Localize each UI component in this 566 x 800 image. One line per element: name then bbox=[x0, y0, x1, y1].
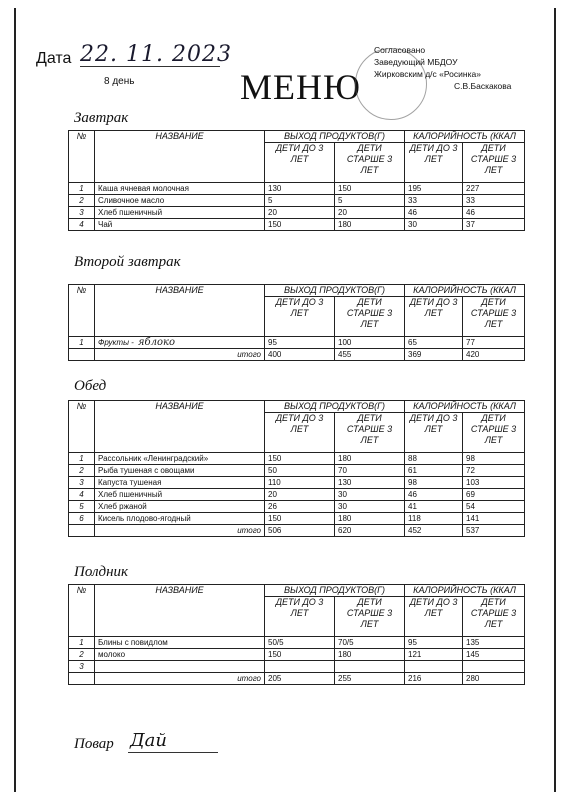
col-header-under3: ДЕТИ ДО 3 ЛЕТ bbox=[405, 297, 463, 337]
calories-over3: 141 bbox=[463, 513, 525, 525]
calories-under3: 98 bbox=[405, 477, 463, 489]
output-under3: 110 bbox=[265, 477, 335, 489]
row-num: 5 bbox=[69, 501, 95, 513]
approval-line: Согласовано bbox=[374, 45, 426, 55]
total-row bbox=[69, 525, 525, 537]
col-header-calories: КАЛОРИЙНОСТЬ (ККАЛ bbox=[405, 401, 525, 413]
calories-over3: 77 bbox=[463, 337, 525, 349]
col-header-output: ВЫХОД ПРОДУКТОВ(Г) bbox=[265, 285, 405, 297]
calories-under3: 41 bbox=[405, 501, 463, 513]
col-header-under3: ДЕТИ ДО 3 ЛЕТ bbox=[265, 413, 335, 453]
col-header-name: НАЗВАНИЕ bbox=[95, 285, 265, 337]
calories-over3 bbox=[463, 661, 525, 673]
cook-signature: Дай bbox=[130, 730, 167, 751]
table-row bbox=[69, 513, 525, 525]
calories-over3: 98 bbox=[463, 453, 525, 465]
row-num: 3 bbox=[69, 207, 95, 219]
table-row bbox=[69, 337, 525, 349]
dish-name bbox=[95, 661, 265, 673]
col-header-under3: ДЕТИ ДО 3 ЛЕТ bbox=[265, 597, 335, 637]
output-under3: 150 bbox=[265, 649, 335, 661]
col-header-over3: ДЕТИ СТАРШЕ 3 ЛЕТ bbox=[335, 143, 405, 183]
row-num: 4 bbox=[69, 219, 95, 231]
col-header-over3: ДЕТИ СТАРШЕ 3 ЛЕТ bbox=[463, 413, 525, 453]
afternoon-snack-table bbox=[68, 584, 525, 685]
calories-under3: 30 bbox=[405, 219, 463, 231]
cook-label: Повар bbox=[74, 736, 114, 752]
output-under3 bbox=[265, 661, 335, 673]
row-num: 1 bbox=[69, 637, 95, 649]
col-header-over3: ДЕТИ СТАРШЕ 3 ЛЕТ bbox=[463, 143, 525, 183]
dish-name: Блины с повидлом bbox=[95, 637, 265, 649]
approval-line: Заведующий МБДОУ bbox=[374, 57, 458, 67]
calories-under3: 118 bbox=[405, 513, 463, 525]
col-header-over3: ДЕТИ СТАРШЕ 3 ЛЕТ bbox=[335, 413, 405, 453]
calories-over3: 46 bbox=[463, 207, 525, 219]
col-header-under3: ДЕТИ ДО 3 ЛЕТ bbox=[405, 597, 463, 637]
output-over3: 180 bbox=[335, 649, 405, 661]
second-breakfast-table bbox=[68, 284, 525, 361]
table-row bbox=[69, 453, 525, 465]
calories-under3: 33 bbox=[405, 195, 463, 207]
col-header-output: ВЫХОД ПРОДУКТОВ(Г) bbox=[265, 131, 405, 143]
dish-name: молоко bbox=[95, 649, 265, 661]
table-row bbox=[69, 183, 525, 195]
calories-under3: 195 bbox=[405, 183, 463, 195]
col-header-num: № bbox=[69, 401, 95, 453]
table-row bbox=[69, 661, 525, 673]
row-num: 1 bbox=[69, 453, 95, 465]
calories-over3: 103 bbox=[463, 477, 525, 489]
calories-over3: 227 bbox=[463, 183, 525, 195]
total-label: итого bbox=[95, 673, 265, 685]
total-output-under3: 400 bbox=[265, 349, 335, 361]
page-title: МЕНЮ bbox=[240, 67, 361, 107]
output-under3: 20 bbox=[265, 207, 335, 219]
table-row bbox=[69, 477, 525, 489]
lunch-table bbox=[68, 400, 525, 537]
day-label: 8 день bbox=[104, 76, 135, 87]
col-header-over3: ДЕТИ СТАРШЕ 3 ЛЕТ bbox=[335, 297, 405, 337]
col-header-over3: ДЕТИ СТАРШЕ 3 ЛЕТ bbox=[463, 597, 525, 637]
date-label: Дата bbox=[36, 50, 72, 67]
output-over3: 70 bbox=[335, 465, 405, 477]
table-row bbox=[69, 465, 525, 477]
output-over3: 100 bbox=[335, 337, 405, 349]
calories-over3: 145 bbox=[463, 649, 525, 661]
output-over3: 30 bbox=[335, 489, 405, 501]
dish-name: Хлеб пшеничный bbox=[95, 207, 265, 219]
table-row bbox=[69, 219, 525, 231]
col-header-num: № bbox=[69, 131, 95, 183]
output-over3: 180 bbox=[335, 513, 405, 525]
approval-line: С.В.Баскакова bbox=[454, 81, 512, 91]
output-over3 bbox=[335, 661, 405, 673]
output-over3: 150 bbox=[335, 183, 405, 195]
output-under3: 50/5 bbox=[265, 637, 335, 649]
calories-under3 bbox=[405, 661, 463, 673]
dish-name: Чай bbox=[95, 219, 265, 231]
output-over3: 30 bbox=[335, 501, 405, 513]
total-output-over3: 255 bbox=[335, 673, 405, 685]
output-over3: 180 bbox=[335, 453, 405, 465]
dish-name: Рассольник «Ленинградский» bbox=[95, 453, 265, 465]
calories-over3: 72 bbox=[463, 465, 525, 477]
output-under3: 50 bbox=[265, 465, 335, 477]
output-over3: 5 bbox=[335, 195, 405, 207]
meal-title-breakfast: Завтрак bbox=[74, 110, 129, 126]
dish-name: Капуста тушеная bbox=[95, 477, 265, 489]
dish-name-label: Фрукты - bbox=[98, 338, 134, 347]
dish-name: Кисель плодово-ягодный bbox=[95, 513, 265, 525]
output-over3: 180 bbox=[335, 219, 405, 231]
col-header-over3: ДЕТИ СТАРШЕ 3 ЛЕТ bbox=[335, 597, 405, 637]
table-row bbox=[69, 195, 525, 207]
row-num: 6 bbox=[69, 513, 95, 525]
date-underline bbox=[80, 66, 220, 67]
total-output-under3: 205 bbox=[265, 673, 335, 685]
output-under3: 26 bbox=[265, 501, 335, 513]
output-over3: 70/5 bbox=[335, 637, 405, 649]
dish-name: Каша ячневая молочная bbox=[95, 183, 265, 195]
output-under3: 130 bbox=[265, 183, 335, 195]
total-label: итого bbox=[95, 349, 265, 361]
calories-over3: 54 bbox=[463, 501, 525, 513]
output-under3: 20 bbox=[265, 489, 335, 501]
col-header-over3: ДЕТИ СТАРШЕ 3 ЛЕТ bbox=[463, 297, 525, 337]
row-num: 2 bbox=[69, 649, 95, 661]
total-calories-over3: 420 bbox=[463, 349, 525, 361]
dish-name: Сливочное масло bbox=[95, 195, 265, 207]
output-under3: 150 bbox=[265, 219, 335, 231]
calories-under3: 46 bbox=[405, 207, 463, 219]
output-under3: 150 bbox=[265, 513, 335, 525]
col-header-under3: ДЕТИ ДО 3 ЛЕТ bbox=[405, 413, 463, 453]
meal-title-afternoon-snack: Полдник bbox=[74, 564, 129, 580]
table-row bbox=[69, 501, 525, 513]
total-calories-under3: 216 bbox=[405, 673, 463, 685]
col-header-under3: ДЕТИ ДО 3 ЛЕТ bbox=[405, 143, 463, 183]
total-row bbox=[69, 673, 525, 685]
row-num: 2 bbox=[69, 465, 95, 477]
calories-over3: 135 bbox=[463, 637, 525, 649]
col-header-calories: КАЛОРИЙНОСТЬ (ККАЛ bbox=[405, 285, 525, 297]
row-num: 3 bbox=[69, 661, 95, 673]
dish-name: Рыба тушеная с овощами bbox=[95, 465, 265, 477]
table-row bbox=[69, 649, 525, 661]
total-output-over3: 620 bbox=[335, 525, 405, 537]
dish-name-handwritten: яблоко bbox=[137, 337, 175, 348]
row-num: 1 bbox=[69, 337, 95, 349]
breakfast-table bbox=[68, 130, 525, 231]
total-row bbox=[69, 349, 525, 361]
calories-under3: 46 bbox=[405, 489, 463, 501]
approval-line: Жирковским д/с «Росинка» bbox=[374, 69, 481, 79]
calories-over3: 33 bbox=[463, 195, 525, 207]
row-num: 2 bbox=[69, 195, 95, 207]
total-output-over3: 455 bbox=[335, 349, 405, 361]
col-header-calories: КАЛОРИЙНОСТЬ (ККАЛ bbox=[405, 131, 525, 143]
approval-block bbox=[374, 44, 511, 92]
calories-over3: 37 bbox=[463, 219, 525, 231]
output-over3: 130 bbox=[335, 477, 405, 489]
total-label: итого bbox=[95, 525, 265, 537]
dish-name: Хлеб ржаной bbox=[95, 501, 265, 513]
col-header-output: ВЫХОД ПРОДУКТОВ(Г) bbox=[265, 401, 405, 413]
output-under3: 5 bbox=[265, 195, 335, 207]
col-header-num: № bbox=[69, 585, 95, 637]
calories-under3: 121 bbox=[405, 649, 463, 661]
meal-title-lunch: Обед bbox=[74, 378, 107, 394]
total-calories-under3: 452 bbox=[405, 525, 463, 537]
output-under3: 150 bbox=[265, 453, 335, 465]
output-over3: 20 bbox=[335, 207, 405, 219]
col-header-num: № bbox=[69, 285, 95, 337]
col-header-under3: ДЕТИ ДО 3 ЛЕТ bbox=[265, 297, 335, 337]
date-value: 22. 11. 2023 bbox=[80, 42, 232, 67]
row-num: 1 bbox=[69, 183, 95, 195]
calories-under3: 61 bbox=[405, 465, 463, 477]
table-row bbox=[69, 637, 525, 649]
row-num: 3 bbox=[69, 477, 95, 489]
cook-signature-line bbox=[128, 752, 218, 753]
dish-name bbox=[95, 337, 265, 349]
col-header-under3: ДЕТИ ДО 3 ЛЕТ bbox=[265, 143, 335, 183]
col-header-calories: КАЛОРИЙНОСТЬ (ККАЛ bbox=[405, 585, 525, 597]
output-under3: 95 bbox=[265, 337, 335, 349]
calories-under3: 95 bbox=[405, 637, 463, 649]
col-header-name: НАЗВАНИЕ bbox=[95, 585, 265, 637]
dish-name: Хлеб пшеничный bbox=[95, 489, 265, 501]
table-row bbox=[69, 207, 525, 219]
total-calories-over3: 280 bbox=[463, 673, 525, 685]
calories-over3: 69 bbox=[463, 489, 525, 501]
calories-under3: 88 bbox=[405, 453, 463, 465]
total-calories-over3: 537 bbox=[463, 525, 525, 537]
table-row bbox=[69, 489, 525, 501]
col-header-name: НАЗВАНИЕ bbox=[95, 131, 265, 183]
col-header-output: ВЫХОД ПРОДУКТОВ(Г) bbox=[265, 585, 405, 597]
calories-under3: 65 bbox=[405, 337, 463, 349]
meal-title-second-breakfast: Второй завтрак bbox=[74, 254, 181, 270]
total-output-under3: 506 bbox=[265, 525, 335, 537]
col-header-name: НАЗВАНИЕ bbox=[95, 401, 265, 453]
row-num: 4 bbox=[69, 489, 95, 501]
total-calories-under3: 369 bbox=[405, 349, 463, 361]
